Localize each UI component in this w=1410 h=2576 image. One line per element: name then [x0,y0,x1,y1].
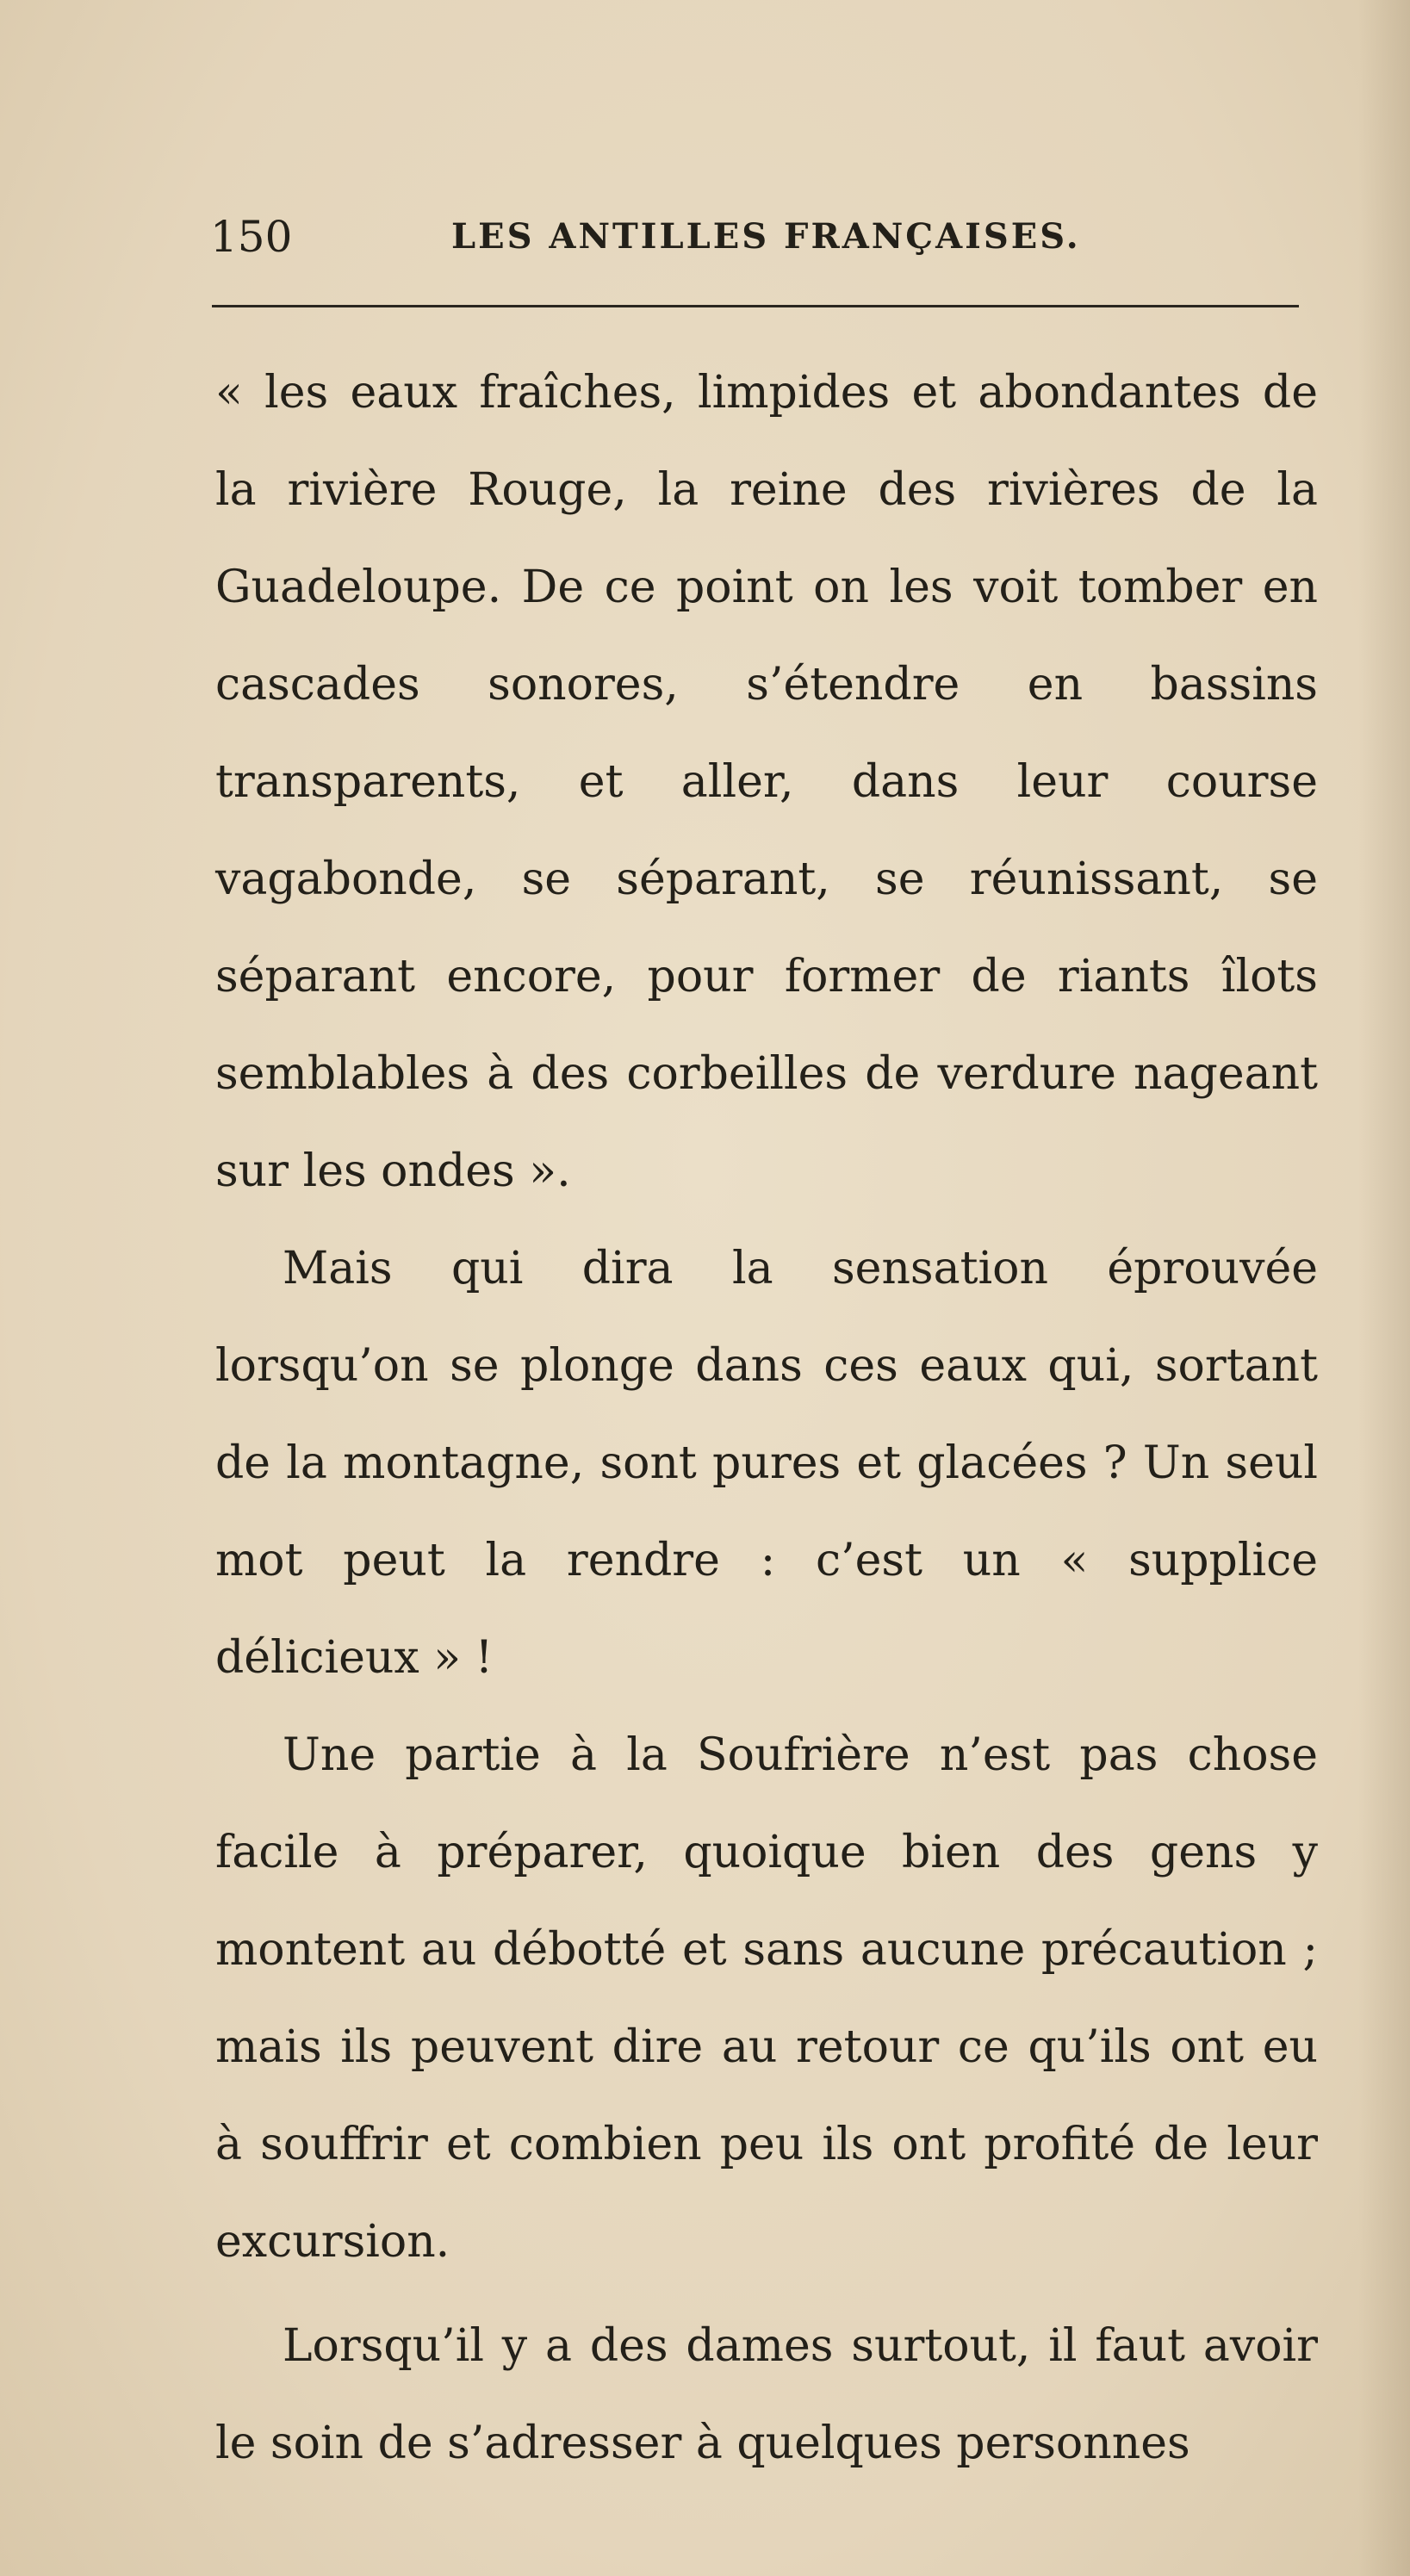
paragraph-gap [215,2291,1318,2298]
page-edge-shadow [1358,0,1410,2576]
running-title: LES ANTILLES FRANÇAISES. [451,216,1081,257]
page-header [210,207,1299,267]
page-number: 150 [210,212,293,262]
paragraph-sensation: Mais qui dira la sensation éprouvée lorsqu’on se plonge dans ces eaux qui, sortant de la montagne, sont pures et glacées ? Un seul mot peut la rendre : c’est un « supplice délicieux » ! [215,1243,1318,1684]
paragraph-dames: Lorsqu’il y a des dames surtout, il faut avoir le soin de s’adresser à quelques personnes [215,2320,1318,2469]
paragraph-quote-continuation: « les eaux fraîches, limpides et abondantes de la rivière Rouge, la reine des rivières de la Guadeloupe. De ce point on les voit tomber en cascades sonores, s’étendre en bassins transparents, et aller, dans leur course vagabonde, se séparant, se réunissant, se séparant encore, pour former de riants îlots semblables à des corbeilles de verdure nageant sur les ondes ». [215,367,1318,1197]
header-rule [212,305,1299,307]
body-text [215,345,1318,2492]
paragraph-soufriere-excursion: Une partie à la Soufrière n’est pas chose facile à préparer, quoique bien des gens y montent au débotté et sans aucune précaution ; mais ils peuvent dire au retour ce qu’ils ont eu à souffrir et combien peu ils ont profité de leur excursion. [215,1729,1318,2268]
